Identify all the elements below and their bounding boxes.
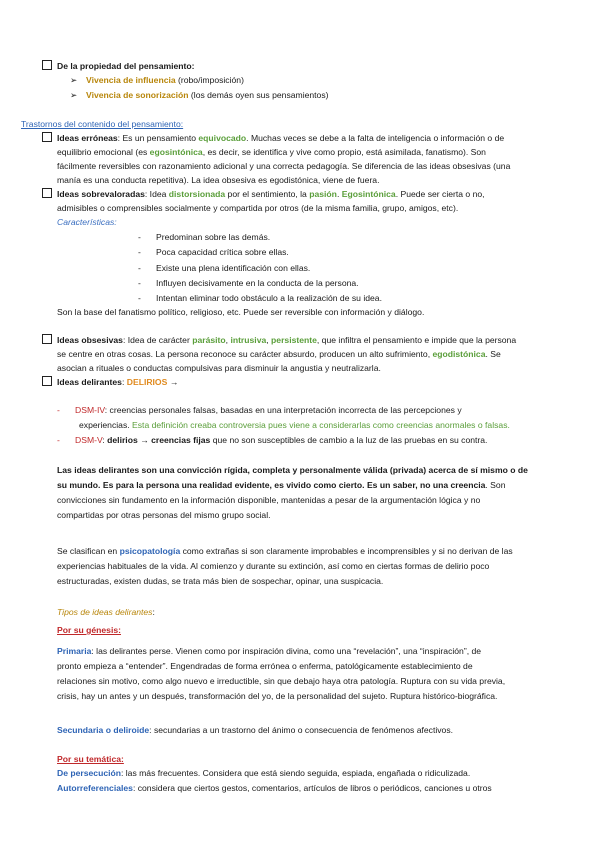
primaria-line-4: crisis, hay un antes y un después, transformación del yo, de la personalidad del sujeto. Ruptura histórico-biográfica.: [57, 691, 498, 701]
propiedad-title-row: [42, 60, 195, 72]
dsm-v-line: - DSM-V: delirios → creencias fijas que no son susceptibles de cambio a la luz de las pruebas en su contra.: [57, 435, 488, 445]
tipos-label-row: Tipos de ideas delirantes:: [57, 607, 155, 617]
autorreferenciales-line: Autorreferenciales: considera que ciertos gestos, comentarios, artículos de libros o periódicos, canciones u otros: [57, 783, 492, 793]
persecucion-line: De persecución: las más frecuentes. Considera que está siendo seguida, espiada, engañada o ridiculizada.: [57, 768, 471, 778]
checkbox-icon: [42, 334, 52, 344]
sobrevaloradas-line-1: Ideas sobrevaloradas: Idea distorsionada por el sentimiento, la pasión. Egosintónica. Puede ser cierta o no,: [42, 188, 485, 200]
propiedad-title: De la propiedad del pensamiento:: [57, 61, 195, 71]
erroneas-line-3: fácilmente reversibles con razonamiento adicional y una correcta pedagogía. Se diferencia de las ideas obsesivas (una: [57, 161, 511, 171]
dsm-iv-line-2: experiencias. Esta definición creaba controversia pues viene a considerarlas como creencias anormales o falsas.: [79, 420, 510, 430]
propiedad-item-influencia: ➢ Vivencia de influencia (robo/imposición): [70, 75, 244, 85]
checkbox-icon: [42, 188, 52, 198]
dash-bullet-icon: -: [57, 405, 60, 415]
dash-bullet-icon: -: [138, 247, 141, 257]
checkbox-icon: [42, 60, 52, 70]
dash-bullet-icon: -: [138, 263, 141, 273]
obsesivas-line-3: asocian a rituales o conductas compulsivas para disminuir la angustia y neutralizarla.: [57, 363, 381, 373]
erroneas-line-2: equilibrio emocional (es egosintónica, es decir, se identifica y vive como propio, está asimilada, fanatismo). Son: [57, 147, 486, 157]
trastornos-heading: Trastornos del contenido del pensamiento:: [21, 119, 184, 129]
dsm-iv-line-1: - DSM-IV: creencias personales falsas, basadas en una interpretación incorrecta de las percepciones y: [57, 405, 462, 415]
primaria-line-1: Primaria: las delirantes perse. Vienen como por inspiración divina, como una “revelación”, una “inspiración”, de: [57, 646, 482, 656]
arrow-bullet-icon: ➢: [70, 75, 78, 85]
caracteristica-item: - Existe una plena identificación con ellas.: [138, 263, 311, 273]
genesis-heading: Por su génesis:: [57, 625, 121, 635]
obsesivas-line-1: Ideas obsesivas: Idea de carácter parásito, intrusiva, persistente, que infiltra el pensamiento e impide que la persona: [42, 334, 516, 346]
primaria-line-2: pronto empieza a “entender”. Engendradas de forma errónea o enferma, patológicamente establecimiento de: [57, 661, 473, 671]
checkbox-icon: [42, 376, 52, 386]
dash-bullet-icon: -: [138, 232, 141, 242]
propiedad-item-sonorizacion: ➢ Vivencia de sonorización (los demás oyen sus pensamientos): [70, 90, 329, 100]
arrow-bullet-icon: ➢: [70, 90, 78, 100]
secundaria-line: Secundaria o deliroide: secundarias a un trastorno del ánimo o consecuencia de fenómenos afectivos.: [57, 725, 453, 735]
caracteristica-item: - Influyen decisivamente en la conducta de la persona.: [138, 278, 359, 288]
clasifican-line-1: Se clasifican en psicopatología como extrañas si son claramente improbables e incomprensibles y si no derivan de las: [57, 546, 513, 556]
obsesivas-line-2: se centre en otras cosas. La persona reconoce su carácter absurdo, producen un alto sufrimiento, egodistónica. Se: [57, 349, 501, 359]
erroneas-line-1: Ideas erróneas: Es un pensamiento equivocado. Muchas veces se debe a la falta de inteligencia o información o de: [42, 132, 504, 144]
dash-bullet-icon: -: [138, 293, 141, 303]
caracteristica-item: - Predominan sobre las demás.: [138, 232, 271, 242]
dash-bullet-icon: -: [57, 435, 60, 445]
clasifican-line-3: estructuradas, existen dudas, se trata más bien de sospechar, opinar, una suspicacia.: [57, 576, 384, 586]
tematica-heading: Por su temática:: [57, 754, 124, 764]
primaria-line-3: relaciones sin motivo, como algo nuevo e irreductible, sin que debajo haya otra patología. Ruptura con su vida previa,: [57, 676, 506, 686]
clasifican-line-2: experiencias habituales de la vida. Al comienzo y durante su extinción, así como en ciertas formas de delirio poco: [57, 561, 490, 571]
sobrevaloradas-line-2: admisibles o comprensibles socialmente y compartida por otros (de la misma familia, grupo, amigos, etc).: [57, 203, 459, 213]
erroneas-line-4: manía es una conducta repetitiva). La idea obsesiva es egodistónica, viene de fuera.: [57, 175, 380, 185]
sobrevaloradas-closing: Son la base del fanatismo político, religioso, etc. Puede ser reversible con información y diálogo.: [57, 307, 425, 317]
delirantes-line: Ideas delirantes: DELIRIOS →: [42, 376, 178, 388]
caracteristicas-label: Características:: [57, 217, 117, 227]
delirante-para-line-2: su mundo. Es para la persona una realidad evidente, es vivido como cierto. Es un saber, no una creencia. Son: [57, 480, 506, 490]
dash-bullet-icon: -: [138, 278, 141, 288]
delirante-para-line-4: compartidas por otras personas del mismo grupo social.: [57, 510, 271, 520]
caracteristica-item: - Intentan eliminar todo obstáculo a la realización de su idea.: [138, 293, 382, 303]
caracteristica-item: - Poca capacidad crítica sobre ellas.: [138, 247, 289, 257]
delirante-para-line-3: convicciones sin fundamento en la información disponible, mantenidas a pesar de la argumentación lógica y no: [57, 495, 481, 505]
checkbox-icon: [42, 132, 52, 142]
delirante-para-line-1: Las ideas delirantes son una convicción rígida, completa y personalmente válida (privada) acerca de sí mismo o de: [57, 465, 528, 475]
